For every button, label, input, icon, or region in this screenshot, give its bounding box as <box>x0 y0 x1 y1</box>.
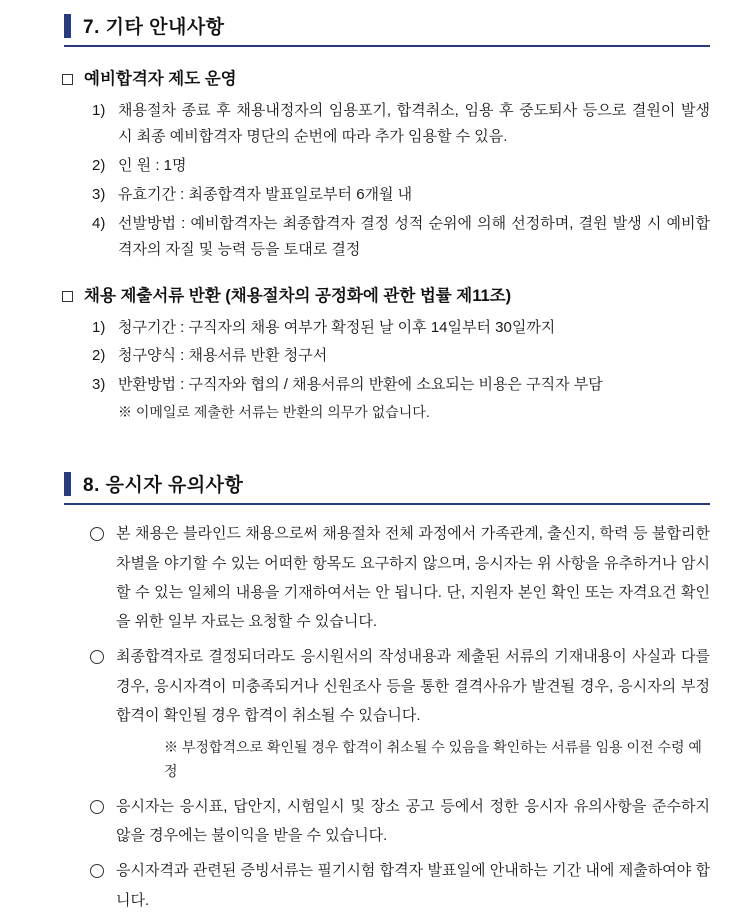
list-item <box>90 642 710 730</box>
list-text: 채용절차 종료 후 채용내정자의 임용포기, 합격취소, 임용 후 중도퇴사 등으로 결원이 발생 시 최종 예비합격자 명단의 순번에 따라 추가 임용할 수 있음. <box>118 101 710 146</box>
list-text: 청구기간 : 구직자의 채용 여부가 확정된 날 이후 14일부터 30일까지 <box>118 318 556 336</box>
subsection-title: 예비합격자 제도 운영 <box>84 70 237 88</box>
list-marker: 2) <box>92 347 106 365</box>
list-text: 유효기간 : 최종합격자 발표일로부터 6개월 내 <box>118 185 413 203</box>
list-text: 선발방법 : 예비합격자는 최종합격자 결정 성적 순위에 의해 선정하며, 결원 발생 시 예비합격자의 자질 및 능력 등을 토대로 결정 <box>118 214 710 259</box>
numbered-list <box>92 315 710 399</box>
subsection-document-return <box>40 284 710 425</box>
list-item <box>92 211 710 264</box>
section-title-8: 8. 응시자 유의사항 <box>83 475 244 497</box>
list-marker: 3) <box>92 376 106 393</box>
footnote: ※ 부정합격으로 확인될 경우 합격이 취소될 수 있음을 확인하는 서류를 임용 이전 수령 예정 <box>164 739 702 780</box>
list-text: 응시자격과 관련된 증빙서류는 필기시험 합격자 발표일에 안내하는 기간 내에 제출하여야 합니다. <box>116 862 710 909</box>
list-item <box>92 153 710 180</box>
list-item <box>90 792 710 851</box>
list-item <box>90 519 710 636</box>
section-spacer <box>40 424 710 466</box>
section-heading-7 <box>64 8 710 47</box>
list-text: 본 채용은 블라인드 채용으로써 채용절차 전체 과정에서 가족관계, 출신지, 학력 등 불합리한 차별을 야기할 수 있는 어떠한 항목도 요구하지 않으며, 응시자는 위 사항을 유추하거나 암시할 수 있는 일체의 내용을 기재하여서는 안 됩니다. 단, 지원자 본인 확인 또는 자격요건 확인을 위한 일부 자료는 요청할 수 있습니다. <box>116 525 710 631</box>
list-item <box>90 856 710 915</box>
footnote: ※ 이메일로 제출한 서류는 반환의 의무가 없습니다. <box>118 403 430 420</box>
square-bullet-icon <box>62 74 73 85</box>
list-text: 반환방법 : 구직자와 협의 / 채용서류의 반환에 소요되는 비용은 구직자 부담 <box>118 376 603 393</box>
subsection-heading <box>62 67 710 92</box>
section-heading-8 <box>64 466 710 505</box>
list-text: 응시자는 응시표, 답안지, 시험일시 및 장소 공고 등에서 정한 응시자 유의사항을 준수하지 않을 경우에는 불이익을 받을 수 있습니다. <box>116 797 710 845</box>
list-marker: 1) <box>92 101 106 119</box>
square-bullet-icon <box>62 291 73 302</box>
list-marker: 3) <box>92 185 106 203</box>
circle-bullet-icon <box>90 527 104 541</box>
subsection-preliminary-pass <box>40 67 710 264</box>
list-text: 최종합격자로 결정되더라도 응시원서의 작성내용과 제출된 서류의 기재내용이 사실과 다를 경우, 응시자격이 미충족되거나 신원조사 등을 통한 결격사유가 발견될 경우, 응시자의 부정합격이 확인될 경우 합격이 취소될 수 있습니다. <box>116 648 710 724</box>
applicant-notice-list <box>90 519 710 914</box>
list-item <box>92 343 710 370</box>
circle-bullet-icon <box>90 800 104 814</box>
list-item <box>92 182 710 209</box>
numbered-list <box>92 98 710 264</box>
subsection-title: 채용 제출서류 반환 (채용절차의 공정화에 관한 법률 제11조) <box>84 286 512 305</box>
list-marker: 4) <box>92 214 106 232</box>
circle-bullet-icon <box>90 650 104 664</box>
list-marker: 2) <box>92 157 106 175</box>
list-item <box>92 98 710 151</box>
list-marker: 1) <box>92 318 106 336</box>
list-item <box>92 315 710 342</box>
subsection-heading <box>62 284 710 309</box>
section-bar-icon <box>64 14 71 38</box>
list-text: 인 원 : 1명 <box>118 157 187 175</box>
list-text: 청구양식 : 채용서류 반환 청구서 <box>118 347 328 365</box>
section-bar-icon <box>64 472 71 496</box>
section-title-7: 7. 기타 안내사항 <box>83 17 225 38</box>
list-item <box>92 372 710 399</box>
circle-bullet-icon <box>90 864 104 878</box>
